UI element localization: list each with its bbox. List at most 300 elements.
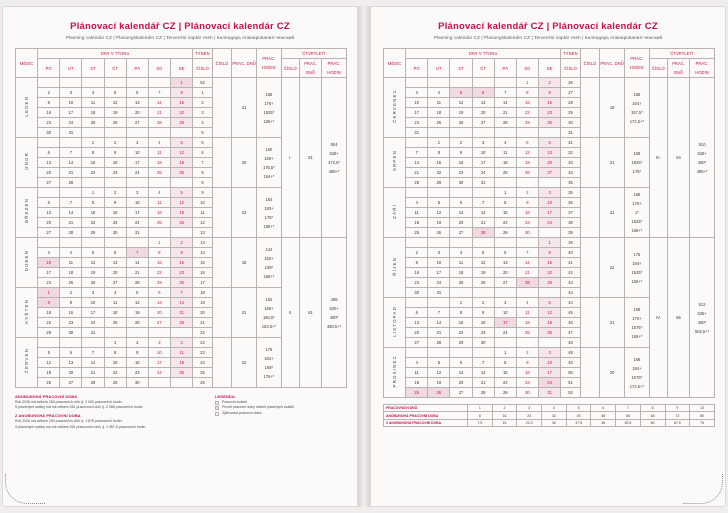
week-number-cell: 29 <box>561 108 581 118</box>
day-cell: 5 <box>126 288 148 298</box>
day-cell: 8 <box>82 148 104 158</box>
day-cell: 28 <box>60 228 82 238</box>
month-number-cell <box>212 238 232 288</box>
notes-section-left <box>15 394 345 430</box>
day-cell: 24 <box>126 218 148 228</box>
day-cell: 3 <box>38 248 60 258</box>
reference-cell: 5 <box>566 405 591 412</box>
reference-cell: 22,5 <box>517 419 542 426</box>
day-cell: 13 <box>38 158 60 168</box>
day-cell: 13 <box>450 368 472 378</box>
day-cell <box>82 238 104 248</box>
day-cell <box>494 178 516 188</box>
day-cell: 20 <box>38 168 60 178</box>
day-cell: 24 <box>494 328 516 338</box>
day-cell: 1 <box>170 78 192 88</box>
header-weekday-so: SO <box>516 59 538 78</box>
day-cell: 10 <box>38 258 60 268</box>
week-number-cell: 32 <box>561 148 581 158</box>
day-cell: 11 <box>406 368 428 378</box>
day-cell: 20 <box>148 308 170 318</box>
day-cell: 12 <box>170 148 192 158</box>
week-number-cell: 35 <box>561 178 581 188</box>
day-cell <box>148 328 170 338</box>
day-cell <box>170 178 192 188</box>
day-cell: 28 <box>82 378 104 388</box>
month-work-hours-cell: 176 184+ 168* 176+* <box>257 338 282 388</box>
month-work-days-cell: 22 <box>232 338 257 388</box>
header-number: ČÍSLO <box>580 49 600 78</box>
day-cell: 25 <box>170 368 192 378</box>
day-cell: 6 <box>494 248 516 258</box>
day-cell: 31 <box>60 128 82 138</box>
week-number-cell: 39 <box>561 238 581 248</box>
month-work-hours-cell: 176 184+ 1525* 160+* <box>625 238 650 298</box>
month-work-hours-cell: 160 168+ 175,5* 164+* <box>257 138 282 188</box>
day-cell: 15 <box>450 318 472 328</box>
day-cell <box>82 338 104 348</box>
header-quarter-hours: PRAC. HODIN <box>690 59 715 78</box>
day-cell: 12 <box>472 258 494 268</box>
day-cell: 10 <box>60 98 82 108</box>
day-cell: 5 <box>450 88 472 98</box>
header-weekday-út: ÚT <box>428 59 450 78</box>
day-cell: 6 <box>450 358 472 368</box>
day-cell: 31 <box>126 228 148 238</box>
day-cell: 1 <box>38 288 60 298</box>
day-cell: 6 <box>450 198 472 208</box>
day-cell: 26 <box>538 328 560 338</box>
day-cell <box>126 238 148 248</box>
day-cell: 12 <box>428 368 450 378</box>
day-cell: 19 <box>38 368 60 378</box>
day-cell: 22 <box>148 268 170 278</box>
month-label: ČERVEN <box>16 338 38 388</box>
day-cell: 16 <box>170 258 192 268</box>
month-label: BŘEZEN <box>16 188 38 238</box>
day-cell: 16 <box>126 358 148 368</box>
day-cell: 19 <box>126 308 148 318</box>
day-cell <box>148 78 170 88</box>
day-cell: 24 <box>82 318 104 328</box>
header-week: TÝDEN <box>193 49 213 59</box>
calendar-table-left <box>15 48 347 388</box>
day-cell: 4 <box>406 358 428 368</box>
day-cell <box>516 338 538 348</box>
day-cell: 29 <box>494 388 516 398</box>
day-cell: 13 <box>148 298 170 308</box>
day-cell: 26 <box>472 278 494 288</box>
work-hours-reference-table <box>383 404 715 427</box>
day-cell: 13 <box>104 258 126 268</box>
day-cell: 3 <box>148 338 170 348</box>
day-cell <box>170 328 192 338</box>
day-cell: 4 <box>60 248 82 258</box>
day-cell <box>170 378 192 388</box>
day-cell <box>104 178 126 188</box>
week-number-cell: 2 <box>193 98 213 108</box>
day-cell: 5 <box>428 358 450 368</box>
day-cell <box>428 238 450 248</box>
week-number-cell: 22 <box>193 328 213 338</box>
week-number-cell: 3 <box>193 108 213 118</box>
quarter-hours-cell: 504 528+ 472,5* 488+* <box>322 78 347 238</box>
day-cell: 23 <box>126 368 148 378</box>
week-number-cell: 31 <box>561 138 581 148</box>
quarter-days-cell: 61 <box>300 238 322 388</box>
book-gutter <box>358 6 370 507</box>
day-cell: 9 <box>38 98 60 108</box>
month-label: ÚNOR <box>16 138 38 188</box>
day-cell: 11 <box>428 98 450 108</box>
day-cell: 13 <box>38 208 60 218</box>
month-label: LISTOPAD <box>384 298 406 348</box>
day-cell: 17 <box>82 308 104 318</box>
day-cell <box>450 348 472 358</box>
legend-heading: LEGENDA: <box>215 394 237 399</box>
day-cell: 1 <box>148 238 170 248</box>
day-cell: 15 <box>148 258 170 268</box>
reference-cell: 67,5 <box>665 419 690 426</box>
week-number-cell: 41 <box>561 258 581 268</box>
month-label: SRPEN <box>384 138 406 188</box>
day-cell: 19 <box>516 158 538 168</box>
day-cell: 1 <box>516 78 538 88</box>
day-cell: 5 <box>538 298 560 308</box>
week-number-cell: 13 <box>193 228 213 238</box>
legend-swatch-icon <box>215 401 219 405</box>
day-cell: 23 <box>38 118 60 128</box>
day-cell: 4 <box>148 188 170 198</box>
day-cell: 7 <box>148 88 170 98</box>
day-cell: 20 <box>538 158 560 168</box>
month-label: LEDEN <box>16 78 38 138</box>
day-cell: 16 <box>450 158 472 168</box>
day-cell: 28 <box>428 338 450 348</box>
week-number-cell: 26 <box>561 78 581 88</box>
day-cell: 6 <box>38 198 60 208</box>
day-cell: 3 <box>428 248 450 258</box>
day-cell <box>450 188 472 198</box>
week-number-cell: 5 <box>193 138 213 148</box>
day-cell: 11 <box>148 198 170 208</box>
day-cell: 12 <box>104 98 126 108</box>
day-cell: 2 <box>38 88 60 98</box>
day-cell: 7 <box>494 88 516 98</box>
header-weekday-pá: PÁ <box>126 59 148 78</box>
month-work-days-cell: 21 <box>600 298 625 348</box>
page-corner-right <box>683 474 723 504</box>
day-cell: 17 <box>148 358 170 368</box>
week-number-cell: 17 <box>193 278 213 288</box>
header-work-hours: PRAC. HODIN <box>625 49 650 78</box>
day-cell: 25 <box>516 328 538 338</box>
day-cell: 5 <box>38 348 60 358</box>
day-cell: 16 <box>472 318 494 328</box>
day-cell: 27 <box>148 318 170 328</box>
day-cell <box>538 178 560 188</box>
day-cell <box>472 188 494 198</box>
week-number-cell: 4 <box>193 118 213 128</box>
day-cell: 25 <box>406 388 428 398</box>
day-cell: 28 <box>406 178 428 188</box>
day-cell <box>60 338 82 348</box>
reference-table-row <box>384 419 715 426</box>
day-cell: 30 <box>516 388 538 398</box>
day-cell: 29 <box>428 178 450 188</box>
day-cell: 31 <box>82 328 104 338</box>
day-cell: 12 <box>450 98 472 108</box>
month-work-hours-cell: 168 164+ 157,5* 172,5+* <box>625 78 650 138</box>
day-cell: 25 <box>406 228 428 238</box>
day-cell: 12 <box>126 298 148 308</box>
week-number-cell: 43 <box>561 278 581 288</box>
day-cell: 19 <box>104 108 126 118</box>
day-cell: 18 <box>516 318 538 328</box>
day-cell: 24 <box>38 278 60 288</box>
reference-cell: 30 <box>542 419 567 426</box>
day-cell: 17 <box>538 208 560 218</box>
day-cell <box>428 78 450 88</box>
day-cell: 19 <box>450 108 472 118</box>
day-cell: 29 <box>494 228 516 238</box>
reference-cell: 8 <box>640 405 665 412</box>
day-cell: 25 <box>104 318 126 328</box>
day-cell: 18 <box>450 268 472 278</box>
day-cell: 27 <box>60 378 82 388</box>
day-cell: 26 <box>170 168 192 178</box>
day-cell: 23 <box>170 268 192 278</box>
day-cell <box>148 178 170 188</box>
day-cell: 8 <box>450 308 472 318</box>
page-title: Plánovací kalendář CZ | Plánovací kalendár CZ <box>70 21 290 32</box>
day-cell: 8 <box>494 198 516 208</box>
day-cell: 18 <box>406 218 428 228</box>
day-cell <box>38 138 60 148</box>
quarter-label-cell: I. <box>281 78 299 238</box>
day-cell: 30 <box>450 178 472 188</box>
quarter-days-cell: 64 <box>668 78 690 238</box>
week-number-cell: 23 <box>193 348 213 358</box>
day-cell: 30 <box>38 128 60 138</box>
day-cell: 21 <box>428 328 450 338</box>
day-cell <box>494 238 516 248</box>
day-cell: 10 <box>406 98 428 108</box>
day-cell <box>494 78 516 88</box>
day-cell <box>516 288 538 298</box>
day-cell: 24 <box>538 378 560 388</box>
day-cell: 15 <box>494 208 516 218</box>
day-cell: 18 <box>406 378 428 388</box>
header-weekday-čt: ČT <box>472 59 494 78</box>
day-cell: 25 <box>60 278 82 288</box>
day-cell: 23 <box>516 218 538 228</box>
week-number-cell: 8 <box>193 168 213 178</box>
day-cell: 27 <box>126 118 148 128</box>
day-cell: 16 <box>60 308 82 318</box>
header-weekday-pá: PÁ <box>494 59 516 78</box>
day-cell: 1 <box>494 188 516 198</box>
day-cell: 14 <box>170 298 192 308</box>
week-number-cell: 39 <box>561 228 581 238</box>
day-cell: 9 <box>472 308 494 318</box>
month-work-hours-cell: 168 1925* 176* <box>625 138 650 188</box>
day-cell: 6 <box>472 88 494 98</box>
page-right <box>370 6 726 507</box>
day-cell: 20 <box>450 378 472 388</box>
month-work-days-cell: 22 <box>600 238 625 298</box>
week-number-cell: 24 <box>193 358 213 368</box>
week-number-cell: 30 <box>561 118 581 128</box>
month-work-hours-cell: 144 150+ 159* 165+* <box>257 238 282 288</box>
day-cell: 5 <box>170 138 192 148</box>
day-cell: 4 <box>428 88 450 98</box>
day-cell: 23 <box>406 278 428 288</box>
day-cell: 26 <box>516 168 538 178</box>
legend-swatch-icon <box>215 412 219 416</box>
day-cell: 5 <box>516 138 538 148</box>
quarter-hours-cell: 510 528+ 480* 495+* <box>690 78 715 238</box>
header-quarter-number: ČÍSLO <box>281 59 299 78</box>
day-cell: 7 <box>170 288 192 298</box>
header-quarter-hours: PRAC. HODIN <box>322 59 347 78</box>
day-cell: 21 <box>148 108 170 118</box>
day-cell: 15 <box>538 258 560 268</box>
day-cell: 10 <box>126 198 148 208</box>
day-cell: 21 <box>60 168 82 178</box>
month-work-hours-cell: 152 168+ 160,5* 153,5+* <box>257 288 282 338</box>
reference-cell: 32 <box>542 412 567 419</box>
day-cell: 8 <box>516 88 538 98</box>
day-cell: 20 <box>494 268 516 278</box>
month-work-days-cell: 18 <box>232 238 257 288</box>
reference-cell: 15 <box>492 419 517 426</box>
day-cell: 27 <box>538 168 560 178</box>
day-cell: 1 <box>450 298 472 308</box>
day-cell: 17 <box>126 208 148 218</box>
header-week-sub: ČÍSLO <box>193 59 213 78</box>
page-title-right: Plánovací kalendář CZ | Plánovací kalendár CZ <box>438 21 658 32</box>
day-cell <box>538 288 560 298</box>
legend-item <box>215 411 345 416</box>
header-quarter-days: PRAC. DNŮ <box>668 59 690 78</box>
day-cell: 23 <box>60 318 82 328</box>
day-cell: 3 <box>538 188 560 198</box>
reference-cell: 3 <box>517 405 542 412</box>
day-cell <box>104 238 126 248</box>
day-cell: 21 <box>126 268 148 278</box>
day-cell: 28 <box>148 118 170 128</box>
day-cell: 7 <box>406 148 428 158</box>
day-cell <box>472 78 494 88</box>
day-cell: 23 <box>538 108 560 118</box>
header-weekday-čt: ČT <box>104 59 126 78</box>
day-cell: 30 <box>472 338 494 348</box>
day-cell: 3 <box>538 348 560 358</box>
day-cell <box>406 78 428 88</box>
reference-cell: 6 <box>591 405 616 412</box>
day-cell <box>472 348 494 358</box>
day-cell: 19 <box>428 218 450 228</box>
day-cell: 20 <box>472 108 494 118</box>
reference-cell: 60 <box>640 419 665 426</box>
day-cell: 9 <box>170 248 192 258</box>
day-cell <box>538 128 560 138</box>
day-cell: 17 <box>126 158 148 168</box>
day-cell <box>60 138 82 148</box>
week-number-cell: 13 <box>193 238 213 248</box>
day-cell: 11 <box>82 98 104 108</box>
day-cell: 7 <box>60 198 82 208</box>
notes-line-2: S placenými svátky má rok celkem 261 pracovních dnů, tj. 2 088 pracovních hodin. <box>15 405 144 410</box>
day-cell: 2 <box>126 338 148 348</box>
day-cell: 25 <box>82 118 104 128</box>
week-number-cell: 28 <box>561 98 581 108</box>
header-number: ČÍSLO <box>212 49 232 78</box>
reference-cell: 37,5 <box>566 419 591 426</box>
header-week: TÝDEN <box>561 49 581 59</box>
week-number-cell: 45 <box>561 308 581 318</box>
day-cell <box>494 288 516 298</box>
day-cell <box>516 238 538 248</box>
day-cell: 6 <box>538 138 560 148</box>
day-cell: 9 <box>60 298 82 308</box>
day-cell: 19 <box>538 318 560 328</box>
day-cell <box>126 128 148 138</box>
day-cell: 14 <box>428 318 450 328</box>
day-cell: 13 <box>472 98 494 108</box>
day-cell: 1 <box>428 138 450 148</box>
day-cell: 28 <box>126 278 148 288</box>
header-quarter-number: ČÍSLO <box>649 59 667 78</box>
day-cell: 29 <box>38 328 60 338</box>
day-cell: 9 <box>104 198 126 208</box>
day-cell: 3 <box>494 298 516 308</box>
day-cell: 9 <box>516 198 538 208</box>
day-cell: 6 <box>126 88 148 98</box>
day-cell: 4 <box>170 338 192 348</box>
day-cell: 24 <box>148 368 170 378</box>
reference-row-label: PRACOVNÍCH DNŮ <box>384 405 468 412</box>
day-cell: 31 <box>428 288 450 298</box>
day-cell: 21 <box>472 218 494 228</box>
day-cell <box>60 188 82 198</box>
day-cell: 15 <box>494 368 516 378</box>
day-cell: 10 <box>126 148 148 158</box>
day-cell: 25 <box>148 168 170 178</box>
month-work-days-cell: 21 <box>232 78 257 138</box>
day-cell: 23 <box>516 378 538 388</box>
header-work-days: PRAC. DNŮ <box>232 49 257 78</box>
reference-cell: 48 <box>591 412 616 419</box>
day-cell: 2 <box>450 138 472 148</box>
day-cell: 29 <box>170 118 192 128</box>
day-cell: 21 <box>82 368 104 378</box>
day-cell: 21 <box>170 308 192 318</box>
day-cell: 11 <box>406 208 428 218</box>
day-cell <box>126 328 148 338</box>
page-left <box>2 6 358 507</box>
day-cell: 22 <box>82 168 104 178</box>
week-number-cell: 34 <box>561 168 581 178</box>
day-cell: 18 <box>60 268 82 278</box>
day-cell: 14 <box>126 258 148 268</box>
month-work-hours-cell: 184 193+ 176* 185+* <box>257 188 282 238</box>
day-cell <box>170 228 192 238</box>
day-cell <box>148 378 170 388</box>
month-number-cell <box>580 188 600 238</box>
day-cell: 23 <box>104 218 126 228</box>
